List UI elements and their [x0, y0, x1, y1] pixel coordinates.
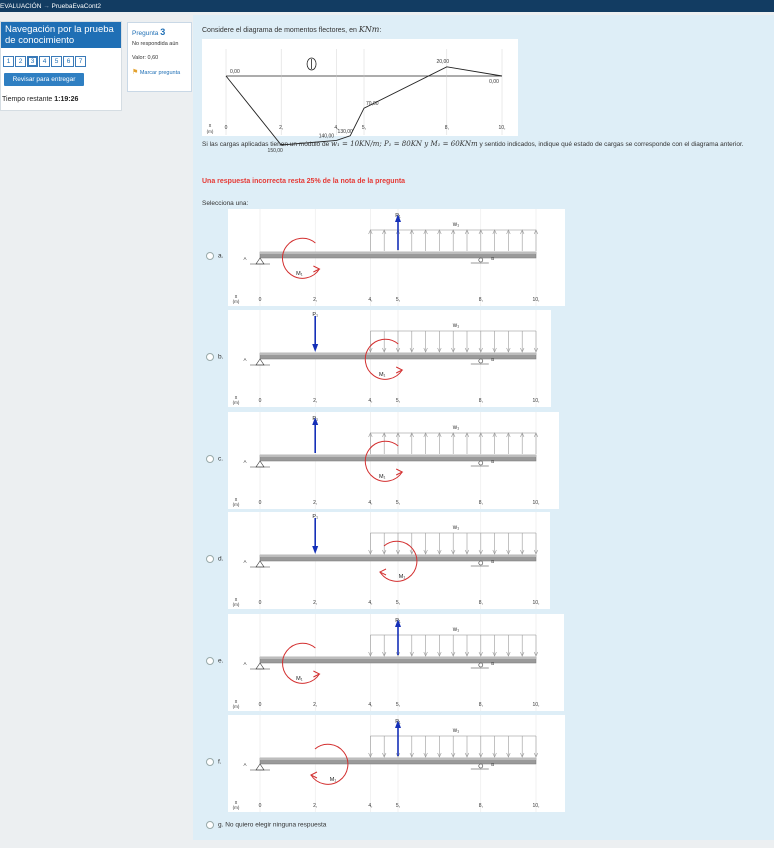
support-a-label: A	[243, 661, 247, 666]
option-tick-label: 10,	[532, 500, 540, 506]
option-letter: f.	[218, 758, 222, 766]
option-diagram	[228, 412, 559, 509]
option-axis-unit: (m)	[232, 704, 240, 709]
option-axis-unit: (m)	[232, 400, 240, 405]
option-tick-label: 0	[258, 702, 262, 708]
option-tick-label: 2,	[313, 702, 318, 708]
option-axis-x-label: x	[234, 294, 238, 300]
question-nav-3[interactable]: 3	[27, 56, 38, 67]
load-label-w1: w₁	[452, 222, 460, 228]
question-status: No respondida aún	[132, 41, 179, 47]
beam-highlight	[260, 353, 536, 355]
radio-b[interactable]	[206, 353, 214, 361]
support-a-label: A	[243, 762, 247, 767]
option-tick-label: 8,	[478, 500, 483, 506]
moment-label-m1: M₁	[378, 474, 386, 480]
question-value: Valor: 0,60	[132, 55, 159, 61]
moment-label-m1: M₁	[398, 574, 406, 580]
intro-text: Considere el diagrama de momentos flectores, en	[202, 27, 359, 34]
text-b: y sentido indicados, indique qué estado de cargas se corresponde con el diagrama anterior.	[477, 141, 744, 148]
option-axis-unit: (m)	[232, 805, 240, 810]
breadcrumb-prueba[interactable]: PruebaEvaCont2	[51, 3, 102, 10]
text-equation: w₁ = 10KN/m; P₁ = 80KN y M₁ = 60KNm	[331, 140, 478, 148]
support-b-label: B	[491, 459, 495, 464]
option-diagram	[228, 512, 550, 609]
support-b-label: B	[491, 357, 495, 362]
load-label-w1: w₁	[452, 525, 460, 531]
option-tick-label: 2,	[313, 803, 318, 809]
point-load-label: P₁	[312, 514, 318, 520]
quiz-navigation-title: Navegación por la prueba de conocimiento	[1, 22, 121, 48]
question-nav-6[interactable]: 6	[63, 56, 74, 67]
flag-icon: ⚑	[132, 69, 139, 76]
option-e[interactable]	[206, 657, 223, 665]
moment-value-label: 70,00	[366, 101, 379, 108]
support-a	[256, 663, 264, 669]
moment-label-m1: M₁	[296, 676, 303, 682]
option-g[interactable]	[206, 821, 326, 829]
point-load-label: P₁	[312, 312, 318, 318]
time-remaining	[2, 96, 78, 103]
moment-tick-label: 2,	[279, 125, 284, 131]
option-tick-label: 5,	[395, 398, 401, 404]
moment-value-label: 130,00	[337, 128, 353, 135]
option-axis-x-label: x	[234, 497, 238, 503]
option-tick-label: 4,	[368, 297, 373, 303]
moment-axis-unit: (m)	[206, 129, 214, 134]
option-tick-label: 4,	[368, 600, 373, 606]
load-label-w1: w₁	[452, 627, 460, 633]
penalty-warning: Una respuesta incorrecta resta 25% de la nota de la pregunta	[202, 178, 406, 185]
moment-value-label: 0,00	[230, 69, 240, 75]
text-a: Si las cargas aplicadas tienen un módulo de	[202, 141, 331, 148]
moment-label-m1: M₁	[378, 372, 386, 378]
option-tick-label: 2,	[313, 500, 318, 506]
option-tick-label: 10,	[532, 297, 540, 303]
support-b-label: B	[491, 256, 495, 261]
option-axis-x-label: x	[234, 597, 238, 603]
option-tick-label: 10,	[532, 702, 540, 708]
flag-question-link[interactable]	[132, 69, 188, 77]
option-diagram	[228, 715, 565, 812]
radio-g[interactable]	[206, 821, 214, 829]
question-content	[193, 15, 774, 840]
support-a	[256, 258, 264, 264]
moment-tick-label: 0	[224, 125, 228, 131]
support-b	[479, 663, 483, 667]
support-b	[479, 764, 483, 768]
option-tick-label: 5,	[395, 803, 401, 809]
option-tick-label: 0	[258, 600, 262, 606]
question-number: 3	[160, 27, 166, 37]
option-tick-label: 5,	[395, 600, 401, 606]
option-tick-label: 2,	[313, 600, 318, 606]
load-label-w1: w₁	[452, 323, 460, 329]
option-tick-label: 10,	[532, 398, 540, 404]
radio-a[interactable]	[206, 252, 214, 260]
moment-value-label: 140,00	[318, 133, 335, 140]
support-b	[479, 561, 483, 565]
option-tick-label: 0	[258, 803, 262, 809]
support-a	[256, 359, 264, 365]
breadcrumb-evaluacion[interactable]: EVALUACIÓN	[0, 3, 42, 10]
point-load-label: P₁	[395, 618, 401, 624]
option-diagram-svg	[228, 209, 565, 306]
option-tick-label: 5,	[395, 297, 401, 303]
option-diagram-svg	[228, 512, 550, 609]
breadcrumb-arrow: →	[43, 3, 50, 10]
support-b-label: B	[491, 661, 495, 666]
radio-c[interactable]	[206, 455, 214, 463]
beam-highlight	[260, 252, 536, 254]
option-diagram-svg	[228, 715, 565, 812]
question-intro	[202, 25, 381, 34]
timer-label: Tiempo restante	[2, 96, 53, 103]
top-bar	[0, 0, 774, 12]
option-diagram	[228, 310, 551, 407]
beam-highlight	[260, 555, 536, 557]
moment-tick-label: 10,	[498, 125, 506, 131]
intro-unit: KNm	[358, 25, 380, 34]
load-label-w1: w₁	[452, 728, 460, 734]
option-letter: e.	[218, 657, 224, 665]
option-axis-x-label: x	[234, 800, 238, 806]
option-tick-label: 0	[258, 398, 262, 404]
timer-value: 1:19:26	[54, 96, 79, 103]
support-a-label: A	[243, 559, 247, 564]
question-title	[132, 27, 165, 37]
support-a	[256, 461, 264, 467]
beam-highlight	[260, 455, 536, 457]
option-tick-label: 8,	[478, 297, 483, 303]
option-tick-label: 10,	[532, 803, 540, 809]
option-tick-label: 5,	[395, 500, 401, 506]
radio-e[interactable]	[206, 657, 214, 665]
support-b	[479, 258, 483, 262]
option-f[interactable]	[206, 758, 222, 766]
moment-value-label: 20,00	[436, 58, 450, 65]
support-b-label: B	[491, 762, 495, 767]
option-diagram	[228, 614, 564, 711]
question-nav-7[interactable]: 7	[75, 56, 86, 67]
option-a[interactable]	[206, 252, 223, 260]
option-tick-label: 8,	[478, 398, 483, 404]
question-nav-1[interactable]: 1	[3, 56, 14, 67]
beam-highlight	[260, 657, 536, 659]
option-tick-label: 4,	[368, 500, 373, 506]
point-load-head	[312, 546, 318, 554]
option-d[interactable]	[206, 555, 223, 563]
option-tick-label: 8,	[478, 600, 483, 606]
option-tick-label: 10,	[532, 600, 540, 606]
option-axis-x-label: x	[234, 395, 238, 401]
moment-tick-label: 4,	[334, 125, 339, 131]
support-a-label: A	[243, 357, 247, 362]
option-tick-label: 8,	[478, 803, 483, 809]
option-tick-label: 4,	[368, 398, 373, 404]
beam-highlight	[260, 758, 536, 760]
select-one-label: Selecciona una:	[202, 200, 249, 207]
moment-value-label: 150,00	[267, 148, 283, 154]
option-diagram-svg	[228, 412, 559, 509]
option-tick-label: 0	[258, 297, 262, 303]
question-text	[202, 140, 762, 149]
option-tick-label: 8,	[478, 702, 483, 708]
option-letter: b.	[218, 353, 224, 361]
moment-tick-label: 8,	[444, 125, 449, 131]
moment-axis-x-label: x	[208, 123, 212, 129]
option-axis-x-label: x	[234, 699, 238, 705]
question-nav-4[interactable]: 4	[39, 56, 50, 67]
moment-label-m1: M₁	[329, 777, 337, 783]
radio-d[interactable]	[206, 555, 214, 563]
moment-value-label: 0,00	[489, 79, 499, 85]
quiz-navigation-panel	[0, 21, 122, 111]
intro-end: :	[379, 27, 382, 34]
option-axis-unit: (m)	[232, 299, 240, 304]
option-axis-unit: (m)	[232, 502, 240, 507]
support-b-label: B	[491, 559, 495, 564]
option-tick-label: 0	[258, 500, 262, 506]
flag-question-label: Marcar pregunta	[139, 70, 181, 76]
question-label: Pregunta	[132, 30, 159, 37]
option-letter: a.	[218, 252, 224, 260]
option-diagram-svg	[228, 310, 551, 407]
question-nav-2[interactable]: 2	[15, 56, 26, 67]
question-nav-5[interactable]: 5	[51, 56, 62, 67]
option-g-label: g. No quiero elegir ninguna respuesta	[218, 821, 327, 829]
support-b	[479, 461, 483, 465]
option-tick-label: 4,	[368, 702, 373, 708]
question-number-list	[3, 56, 87, 67]
option-tick-label: 2,	[313, 297, 318, 303]
point-load-label: P₁	[395, 719, 401, 725]
review-submit-button[interactable]: Revisar para entregar	[4, 73, 84, 86]
option-tick-label: 4,	[368, 803, 373, 809]
option-diagram-svg	[228, 614, 564, 711]
point-load-label: P₁	[395, 213, 401, 219]
moment-label-m1: M₁	[296, 271, 303, 277]
option-letter: d.	[218, 555, 224, 563]
question-info-panel	[127, 22, 192, 92]
support-a	[256, 764, 264, 770]
option-letter: c.	[218, 455, 224, 463]
support-a	[256, 561, 264, 567]
support-a-label: A	[243, 256, 247, 261]
point-load-label: P₁	[312, 416, 318, 422]
option-b[interactable]	[206, 353, 223, 361]
option-diagram	[228, 209, 565, 306]
point-load-head	[312, 344, 318, 352]
option-tick-label: 2,	[313, 398, 318, 404]
option-c[interactable]	[206, 455, 223, 463]
option-tick-label: 5,	[395, 702, 401, 708]
breadcrumb	[0, 3, 101, 10]
radio-f[interactable]	[206, 758, 214, 766]
option-axis-unit: (m)	[232, 602, 240, 607]
moment-tick-label: 5,	[361, 125, 367, 131]
support-a-label: A	[243, 459, 247, 464]
support-b	[479, 359, 483, 363]
load-label-w1: w₁	[452, 425, 460, 431]
